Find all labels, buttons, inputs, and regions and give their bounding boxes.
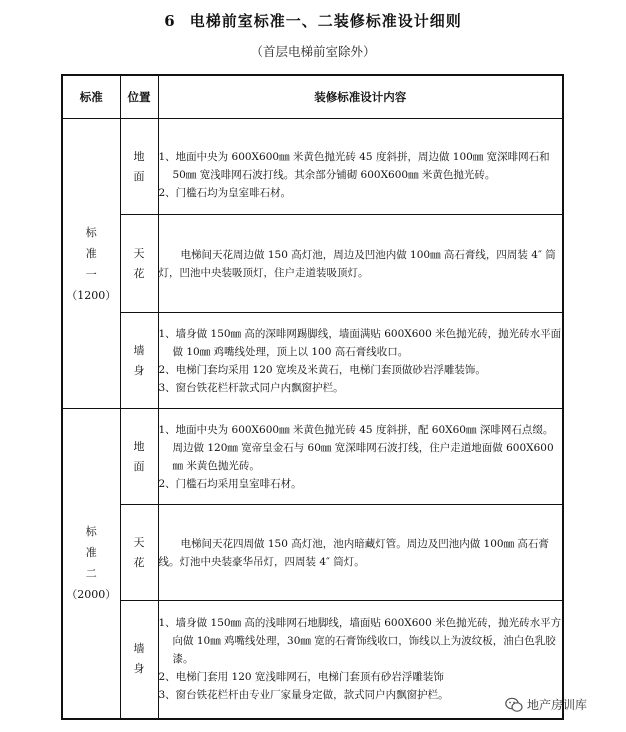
content-line: 2、电梯门套均采用 120 宽埃及米黄石，电梯门套顶做砂岩浮雕装饰。 xyxy=(158,363,486,376)
content-cell xyxy=(158,505,563,601)
content-cell xyxy=(158,601,563,719)
position-char: 墙 xyxy=(133,343,145,357)
content-line: 1、地面中央为 600X600㎜ 米黄色抛光砖 45 度斜拼，配 60X60㎜ 深啡网石点缀。周边做 120㎜ 宽帝皇金石与 60㎜ 宽深啡网石波打线，住户走道地面做 600X600㎜ 米黄色抛光砖。 xyxy=(158,423,554,472)
position-char: 地 xyxy=(133,149,145,163)
content-paragraph: 电梯间天花四周做 150 高灯池，池内暗藏灯管。周边及凹池内做 100㎜ 高石膏线。灯池中央装豪华吊灯，四周装 4″ 筒灯。 xyxy=(158,537,549,568)
table-row xyxy=(62,119,563,215)
content-paragraph: 电梯间天花周边做 150 高灯池，周边及凹池内做 100㎜ 高石膏线，四周装 4″ 筒灯，凹池中央装吸顶灯，住户走道装吸顶灯。 xyxy=(158,248,556,279)
table-row xyxy=(62,601,563,719)
standard-label-char: 标 xyxy=(85,225,97,239)
standard-label-char: 准 xyxy=(85,546,97,560)
table-row xyxy=(62,409,563,505)
content-cell xyxy=(158,409,563,505)
standard-label-char: 标 xyxy=(85,525,97,539)
content-line: 2、电梯门套用 120 宽浅啡网石，电梯门套顶有砂岩浮雕装饰 xyxy=(158,671,444,684)
position-char: 地 xyxy=(133,439,145,453)
standard-cell xyxy=(62,409,120,719)
table-row xyxy=(62,215,563,313)
content-line: 3、窗台铁花栏杆由专业厂家量身定做，款式同户内飘窗护栏。 xyxy=(158,689,449,702)
content-line: 2、门槛石均为皇室啡石材。 xyxy=(158,186,292,199)
standard-label-char: 准 xyxy=(85,246,97,260)
content-cell xyxy=(158,313,563,409)
column-header-content: 装修标准设计内容 xyxy=(158,75,563,119)
position-char: 身 xyxy=(133,662,145,676)
section-number: 6 xyxy=(164,12,176,30)
content-cell xyxy=(158,215,563,313)
spec-table xyxy=(61,74,564,720)
column-header-standard: 标准 xyxy=(62,75,120,119)
content-line: 1、墙身做 150㎜ 高的深啡网踢脚线，墙面满贴 600X600 米色抛光砖，抛光砖水平面做 10㎜ 鸡嘴线处理，顶上以 100 高石膏线收口。 xyxy=(158,327,562,358)
position-cell xyxy=(120,119,158,215)
position-char: 天 xyxy=(133,535,145,549)
position-char: 面 xyxy=(133,169,145,183)
position-char: 身 xyxy=(133,363,145,377)
position-cell xyxy=(120,313,158,409)
position-char: 墙 xyxy=(133,642,145,656)
standard-cell xyxy=(62,119,120,409)
position-cell xyxy=(120,409,158,505)
position-cell xyxy=(120,601,158,719)
position-char: 花 xyxy=(133,555,145,569)
page-subtitle: （首层电梯前室除外） xyxy=(250,44,376,59)
position-char: 面 xyxy=(133,459,145,473)
page-title xyxy=(0,10,626,31)
standard-price: （1200） xyxy=(66,288,117,302)
standard-price: （2000） xyxy=(66,588,117,602)
content-cell xyxy=(158,119,563,215)
position-cell xyxy=(120,505,158,601)
content-line: 3、窗台铁花栏杆款式同户内飘窗护栏。 xyxy=(158,381,344,394)
position-cell xyxy=(120,215,158,313)
column-header-position: 位置 xyxy=(120,75,158,119)
content-line: 1、地面中央为 600X600㎜ 米黄色抛光砖 45 度斜拼，周边做 100㎜ 宽深啡网石和 50㎜ 宽浅啡网石波打线。其余部分铺砌 600X600㎜ 米黄色抛光砖。 xyxy=(158,150,550,181)
table-header-row xyxy=(62,75,563,119)
watermark-text: 地产房训库 xyxy=(527,698,588,712)
position-char: 天 xyxy=(133,246,145,260)
standard-label-char: 一 xyxy=(85,267,97,281)
standard-label-char: 二 xyxy=(85,567,97,581)
content-line: 2、门槛石均采用皇室啡石材。 xyxy=(158,477,302,490)
watermark xyxy=(505,696,587,713)
content-line: 1、墙身做 150㎜ 高的浅啡网石地脚线，墙面贴 600X600 米色抛光砖，抛光砖水平方向做 10㎜ 鸡嘴线处理，30㎜ 宽的石膏饰线收口，饰线以上为波纹板，油白色乳胶漆。 xyxy=(158,617,562,666)
section-title: 电梯前室标准一、二装修标准设计细则 xyxy=(189,12,462,30)
table-row xyxy=(62,505,563,601)
table-row xyxy=(62,313,563,409)
position-char: 花 xyxy=(133,266,145,280)
wechat-icon xyxy=(505,697,523,713)
